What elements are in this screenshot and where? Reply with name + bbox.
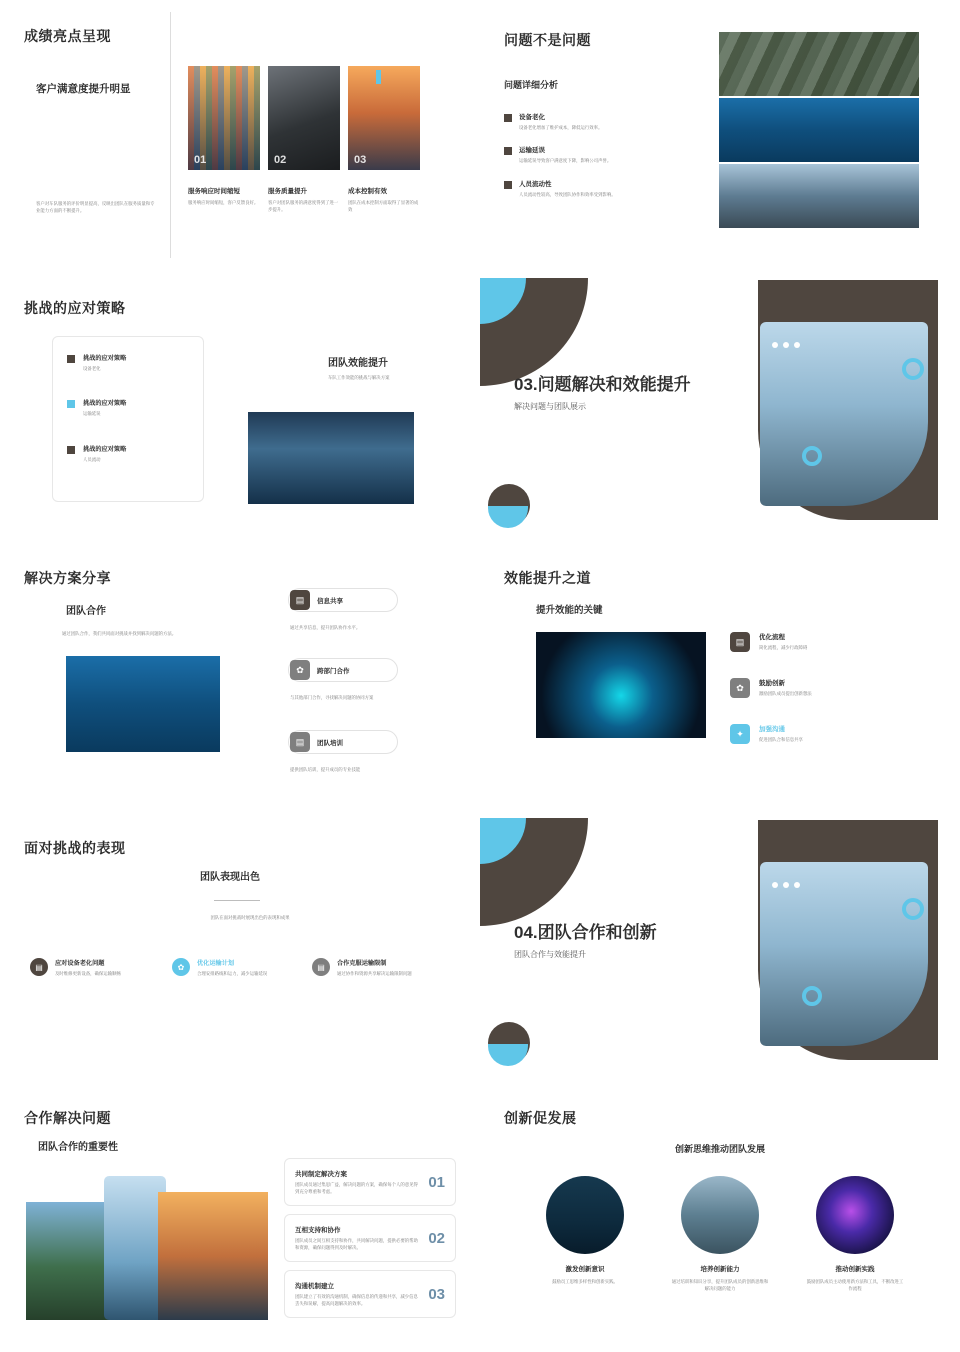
list-item [805, 1176, 905, 1293]
image-city-skyline [719, 164, 919, 228]
image-container-ship-aerial [719, 98, 919, 162]
bullet-icon [504, 181, 512, 189]
item-desc: 通过协作和资源共享解决运输限制问题 [337, 971, 412, 976]
page-title: 创新促发展 [504, 1110, 577, 1126]
item-desc: 合理安排路线和运力，减少运输延误 [197, 971, 268, 976]
item-title: 挑战的应对策略 [83, 445, 127, 453]
item-title: 运输延误 [519, 147, 545, 155]
item-title: 挑战的应对策略 [83, 400, 127, 408]
slide-heading: 创新思维推动团队发展 [674, 1144, 765, 1154]
list-item [670, 1176, 770, 1293]
item-title: 激发创新意识 [565, 1266, 605, 1273]
page-title: 面对挑战的表现 [24, 840, 126, 856]
gear-icon: ✿ [172, 958, 190, 976]
chat-icon: ✦ [730, 724, 750, 744]
item-desc: 设备老化 [83, 366, 101, 371]
divider [214, 900, 260, 901]
page-title: 合作解决问题 [24, 1110, 111, 1126]
list-item [312, 958, 440, 977]
image-highway-traffic [719, 32, 919, 96]
image-number: 03 [354, 154, 367, 166]
item-title: 培养创新能力 [700, 1266, 740, 1273]
list-item [504, 145, 694, 164]
slide-heading: 团队效能提升 [328, 358, 388, 369]
item-title: 优化运输计划 [197, 960, 235, 967]
image-port-containers [188, 66, 260, 170]
list-item [67, 444, 189, 463]
item-title: 加强沟通 [759, 726, 785, 733]
item-desc: 团队成员之间互相支持和协作，共同解决问题，提供必要的帮助和资源，确保问题得到及时解决。 [295, 1237, 418, 1250]
item-title: 设备老化 [519, 114, 545, 121]
item-desc: 客户对团队服务的满意度得到了进一步提升。 [268, 200, 339, 213]
list-item [290, 732, 343, 752]
image-number: 01 [194, 154, 207, 166]
list-item [535, 1176, 635, 1285]
slide-performance-challenges [0, 810, 480, 1080]
numbered-card [284, 1270, 456, 1318]
cover-title: 问题解决和效能提升 [537, 375, 691, 394]
item-number: 03 [428, 1285, 445, 1303]
item-desc: 提供团队培训，提升成员的专业技能 [290, 767, 361, 772]
page-title: 解决方案分享 [24, 570, 111, 586]
slide-solution-sharing [0, 540, 480, 810]
image-industrial-facility [268, 66, 340, 170]
decor-half-blue [488, 1044, 528, 1066]
item-title: 信息共享 [317, 597, 343, 605]
slide-innovation-development [480, 1080, 960, 1352]
list-item [172, 958, 300, 977]
item-desc: 鼓励团队成员主动使用新方法和工具，不断改进工作流程 [806, 1279, 904, 1292]
cover-subtitle: 团队合作与效能提升 [514, 950, 586, 960]
slide-collaborative-solving [0, 1080, 480, 1352]
list-item [504, 179, 694, 198]
page-title: 效能提升之道 [504, 570, 591, 586]
image-racing-car-sky [760, 862, 928, 1046]
divider [170, 12, 171, 258]
image-airplane-sunset [158, 1192, 268, 1320]
slide-cover-04 [480, 810, 960, 1080]
image-airplane-sunset [348, 66, 420, 170]
numbered-card [284, 1158, 456, 1206]
item-title: 成本控制有效 [348, 188, 387, 195]
image-neon-tunnel-car [536, 632, 706, 738]
image-number: 02 [274, 154, 287, 166]
item-title: 鼓励创新 [759, 680, 785, 687]
item-desc: 团队在成本控制方面取得了显著的成效 [348, 200, 419, 213]
list-item [730, 632, 807, 652]
list-item [504, 112, 694, 131]
gear-icon: ✿ [730, 678, 750, 698]
item-desc: 鼓励员工思维多样性和创新实践。 [552, 1279, 618, 1284]
slide-heading: 团队合作的重要性 [38, 1142, 118, 1153]
page-title: 挑战的应对策略 [24, 300, 126, 316]
item-desc: 通过培训和知识分享，提升团队成员的创新思维和解决问题的能力 [671, 1279, 769, 1292]
bullet-icon [67, 355, 75, 363]
gear-icon: ✿ [290, 660, 310, 680]
item-title: 优化流程 [759, 634, 785, 641]
list-item [290, 660, 350, 680]
item-title: 互相支持和协作 [295, 1226, 341, 1234]
bullet-icon [67, 446, 75, 454]
slide-heading: 客户满意度提升明显 [36, 83, 131, 95]
item-desc: 简化流程，减少行政障碍 [759, 645, 808, 650]
item-title: 挑战的应对策略 [83, 355, 127, 362]
item-title: 合作克服运输限制 [337, 960, 387, 967]
item-desc: 服务响应时间缩短，客户反馈良好。 [188, 200, 259, 205]
item-number: 01 [428, 1173, 445, 1191]
decor-ring [802, 446, 822, 466]
item-number: 02 [428, 1229, 445, 1247]
slide-cover-03 [480, 270, 960, 540]
image-icon: ▤ [290, 590, 310, 610]
cover-title: 团队合作和创新 [537, 923, 657, 942]
slide-heading: 提升效能的关键 [536, 605, 603, 616]
image-digital-network [816, 1176, 894, 1254]
page-title: 成绩亮点呈现 [24, 28, 111, 44]
list-item [730, 724, 803, 744]
item-desc: 与其他部门合作，寻找解决问题的协同方案 [290, 695, 374, 700]
item-desc: 人员流动 [83, 456, 101, 462]
slide-problem-analysis [480, 0, 960, 270]
slide-description: 通过团队合作，我们共同面对挑战并找到解决问题的方法。 [62, 631, 177, 636]
image-dark-ship-sea [546, 1176, 624, 1254]
slide-heading: 问题详细分析 [504, 80, 559, 90]
slide-description: 客户对车队服务的评价明显提高，反映出团队在服务质量和专业能力方面的不断提升。 [36, 201, 155, 214]
slide-efficiency-path [480, 540, 960, 810]
item-title: 推动创新实践 [835, 1266, 875, 1273]
item-title: 人员流动性 [519, 180, 552, 188]
list-item [730, 678, 812, 698]
document-icon: ▤ [290, 732, 310, 752]
decor-half-blue [488, 506, 528, 528]
list-item [290, 590, 343, 610]
decor-ring [902, 358, 924, 380]
slide-achievement-highlights [0, 0, 480, 270]
list-item [67, 353, 189, 372]
numbered-card [284, 1214, 456, 1262]
page-title: 问题不是问题 [504, 32, 591, 48]
image-truck-road [26, 1202, 114, 1320]
decor-dots [772, 882, 800, 888]
item-desc: 团队成员通过集思广益，解决问题的方案，确保每个人的意见得到充分尊重和考虑。 [295, 1181, 418, 1194]
cover-subtitle: 解决问题与团队展示 [514, 402, 586, 412]
image-logistics-yard [681, 1176, 759, 1254]
bullet-icon [67, 400, 75, 408]
item-title: 应对设备老化问题 [55, 960, 105, 967]
decor-dots [772, 342, 800, 348]
slide-description: 车队工作效能的挑战与解决方案 [328, 375, 390, 380]
bullet-icon [504, 114, 512, 122]
item-title: 跨部门合作 [317, 667, 350, 675]
slide-heading: 团队合作 [66, 606, 106, 617]
item-desc: 通过共享信息，提升团队协作水平。 [290, 625, 361, 630]
bullet-icon [504, 147, 512, 155]
item-desc: 运输延误 [83, 411, 101, 417]
item-title: 服务响应时间缩短 [188, 188, 240, 195]
item-title: 沟通机制建立 [295, 1282, 334, 1290]
slide-challenge-strategies [0, 270, 480, 540]
item-desc: 运输延误导致客户满意度下降，影响公司声誉。 [519, 158, 612, 164]
accent-bar [376, 70, 381, 84]
item-desc: 人员流动性较高，导致团队协作和效率受到影响。 [519, 191, 616, 197]
cover-number: 03. [514, 375, 538, 394]
list-item [30, 958, 158, 977]
item-desc: 及时维修更新设备，确保运输顺畅 [55, 971, 121, 976]
document-icon: ▤ [312, 958, 330, 976]
decor-ring [802, 986, 822, 1006]
item-desc: 团队建立了有效的沟通机制，确保信息的传递和共享，减少信息丢失和误解，提高问题解决的效率。 [295, 1293, 418, 1306]
image-icon: ▤ [30, 958, 48, 976]
list-item [67, 398, 189, 417]
image-phone-mockup [104, 1176, 166, 1320]
slide-description: 团队在面对挑战时展现出色的表现和成果 [210, 915, 290, 920]
item-title: 服务质量提升 [268, 188, 307, 195]
image-harbor-night [248, 412, 414, 504]
image-icon: ▤ [730, 632, 750, 652]
image-racing-car-sky [760, 322, 928, 506]
item-desc: 激励团队成员提出创新想法 [759, 691, 812, 696]
cover-number: 04. [514, 923, 538, 942]
decor-ring [902, 898, 924, 920]
slide-heading: 团队表现出色 [200, 872, 260, 883]
image-container-ship-aerial-blue [66, 656, 220, 752]
item-desc: 设备老化增加了维护成本，降低运行效率。 [519, 125, 603, 130]
item-title: 团队培训 [317, 739, 343, 747]
item-title: 共同制定解决方案 [295, 1170, 347, 1178]
strategy-card [52, 336, 204, 502]
item-desc: 促进团队合和信息共享 [759, 737, 803, 742]
